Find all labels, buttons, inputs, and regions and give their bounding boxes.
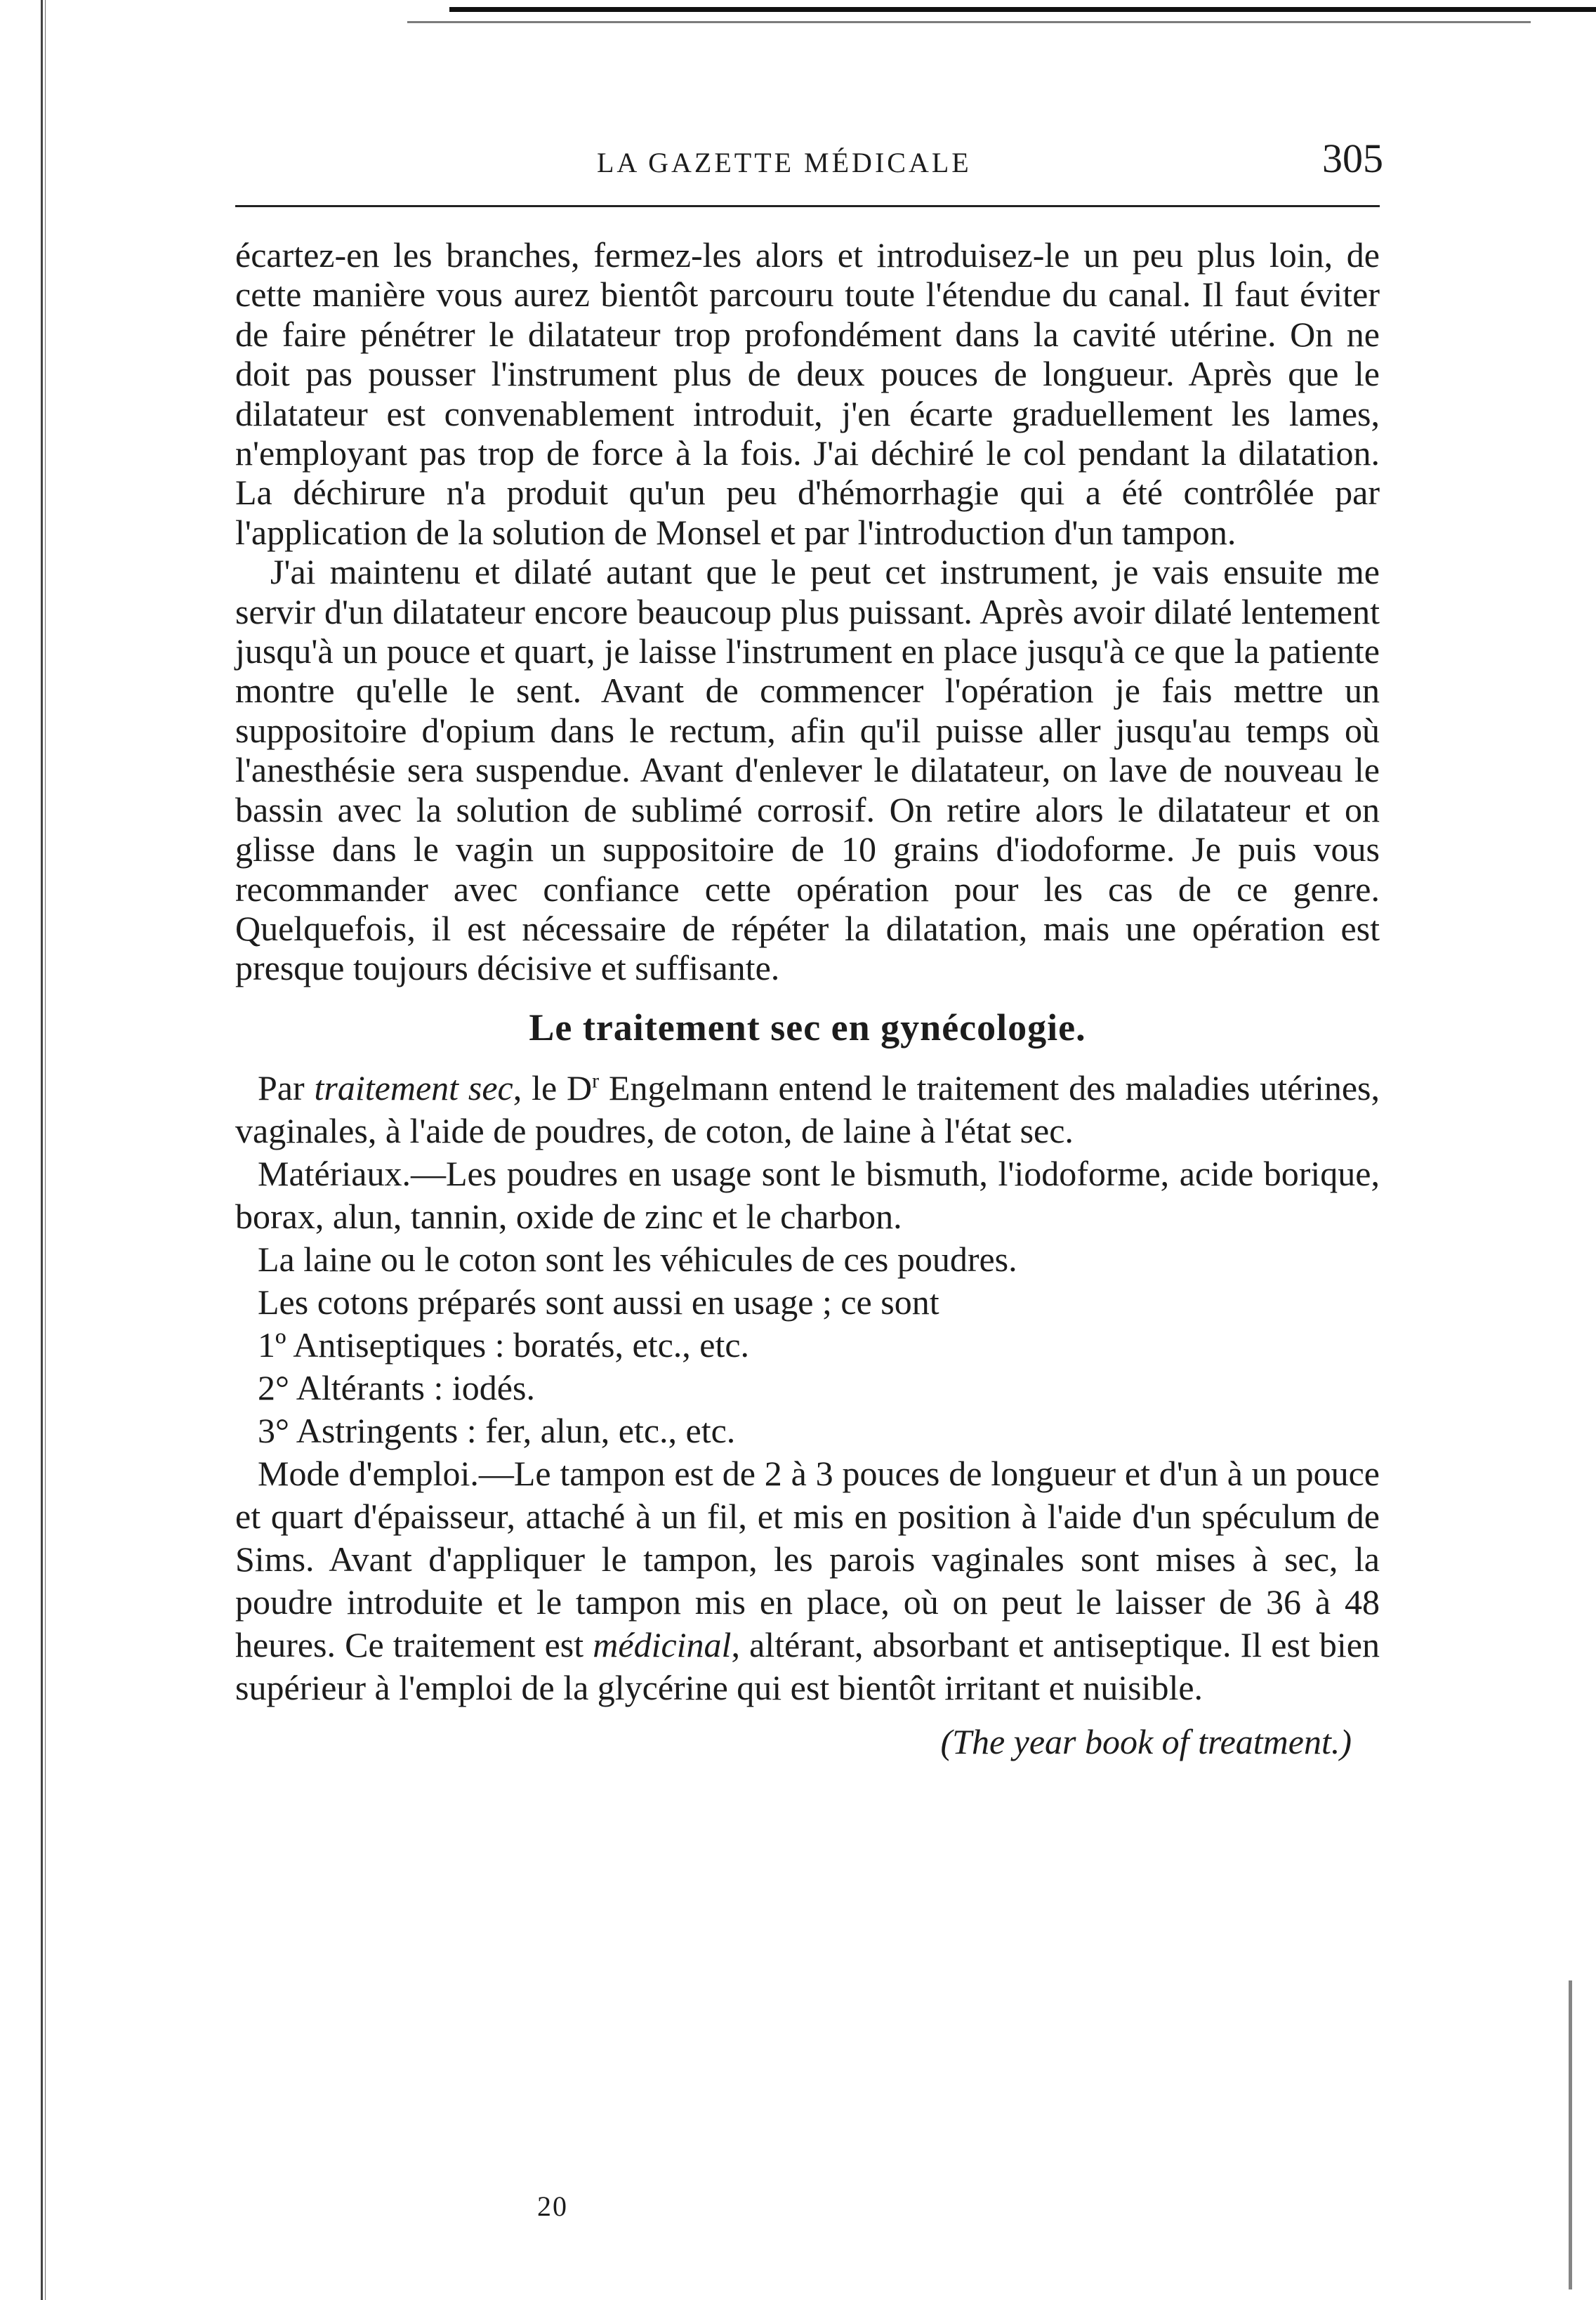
page-header (232, 126, 1383, 197)
dilatation-section (235, 235, 1380, 988)
intro-term: traitement sec (314, 1067, 513, 1108)
scan-edge-left (41, 0, 48, 2300)
signature-mark: 20 (537, 2190, 568, 2222)
scan-edge-right (1569, 1980, 1572, 2289)
running-title: LA GAZETTE MÉDICALE (597, 147, 972, 178)
intro-lead: Par (258, 1067, 315, 1108)
top-rule (449, 7, 1596, 12)
list-item: 2° Altérants : iodés. (258, 1367, 535, 1407)
section-heading: Le traitement sec en gynécologie. (529, 1006, 1086, 1049)
citation: (The year book of treatment.) (940, 1721, 1352, 1761)
paragraph-prepared: Les cotons préparés sont aussi en usage ; ce sont (258, 1282, 939, 1322)
usage-part1: Mode d'emploi.—Le tampon est de 2 à 3 pouces de longueur et d'un à un pouce et quart d'épaisseur, attaché à un fil, et mis en position à l'aide d'un spéculum de Sims. Avant d'appliquer le tampon, les parois vaginales sont mises à sec, la poudre introduite et le tampon mis en place, où on peut le laisser de 36 à 48 heures. Ce traitement est (235, 1453, 1380, 1664)
intro-rest: Engelmann entend le traitement des maladies utérines, vaginales, à l'aide de poudres, de coton, de laine à l'état sec. (235, 1067, 1380, 1150)
intro-after-term: , le D (513, 1067, 593, 1108)
header-rule (235, 205, 1380, 207)
dry-treatment-section (235, 1067, 1380, 1709)
dr-superscript: r (592, 1069, 600, 1093)
top-rule-thin (407, 21, 1531, 23)
paragraph-vehicles: La laine ou le coton sont les véhicules de ces poudres. (258, 1239, 1017, 1279)
paragraph-intro (235, 1067, 1380, 1152)
list-item: 1º Antiseptiques : boratés, etc., etc. (258, 1325, 750, 1365)
list-item: 3° Astringents : fer, alun, etc., etc. (258, 1410, 736, 1450)
paragraph-usage (235, 1452, 1380, 1709)
usage-emphasis: médicinal (593, 1624, 732, 1664)
paragraph-dilatation: J'ai maintenu et dilaté autant que le peut cet instrument, je vais ensuite me servir d'un dilatateur encore beaucoup plus puissant. Après avoir dilaté lentement jusqu'à un pouce et quart, je laisse l'instrument en place jusqu'à ce que la patiente montre qu'elle le sent. Avant de commencer l'opération je fais mettre un suppositoire d'opium dans le rectum, afin qu'il puisse aller jusqu'au temps où l'anesthésie sera suspendue. Avant d'enlever le dilatateur, on lave de nouveau le bassin avec la solution de sublimé corrosif. On retire alors le dilatateur et on glisse dans le vagin un suppositoire de 10 grains d'iodoforme. Je puis vous recommander avec confiance cette opération pour les cas de ce genre. Quelquefois, il est nécessaire de répéter la dilatation, mais une opération est presque toujours décisive et suffisante. (235, 552, 1380, 988)
page-number: 305 (1322, 136, 1383, 181)
paragraph-continuation: écartez-en les branches, fermez-les alors et introduisez-le un peu plus loin, de cette manière vous aurez bientôt parcouru toute l'étendue du canal. Il faut éviter de faire pénétrer le dilatateur trop profondément dans la cavité utérine. On ne doit pas pousser l'instrument plus de deux pouces de longueur. Après que le dilatateur est convenablement introduit, j'en écarte graduellement les lames, n'employant pas trop de force à la fois. J'ai déchiré le col pendant la dilatation. La déchirure n'a produit qu'un peu d'hémorrhagie qui a été contrôlée par l'application de la solution de Monsel et par l'introduction d'un tampon. (235, 235, 1380, 552)
usage-part2: , altérant, absorbant et antiseptique. Il est bien supérieur à l'emploi de la glycérine qui est bientôt irritant et nuisible. (235, 1624, 1380, 1707)
paragraph-materials: Matériaux.—Les poudres en usage sont le bismuth, l'iodoforme, acide borique, borax, alun, tannin, oxide de zinc et le charbon. (235, 1153, 1380, 1236)
page-body (235, 235, 1380, 1763)
